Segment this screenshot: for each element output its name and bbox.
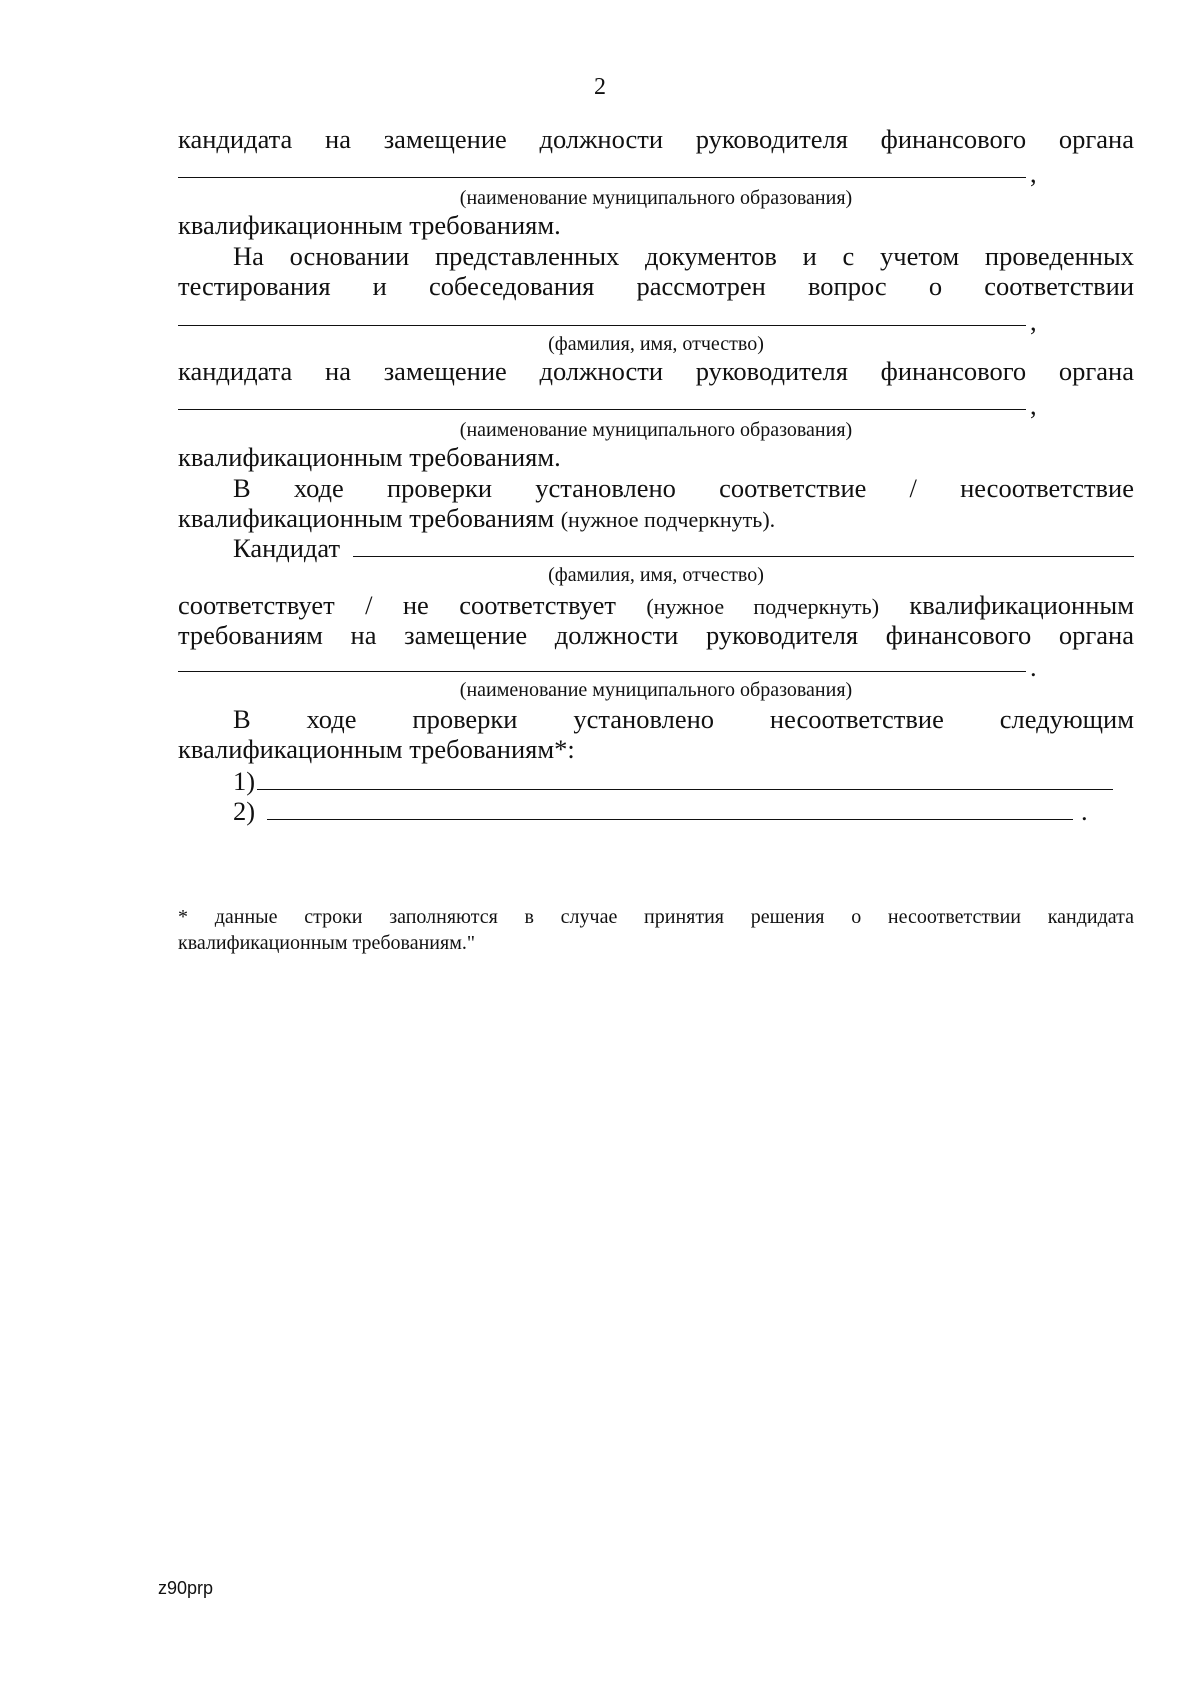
municipality-blank-1 [178,158,1048,188]
text-line: требованиям на замещение должности руководителя финансового органа [178,620,1134,650]
candidate-label: Кандидат [233,533,341,563]
footnote-line: * данные строки заполняются в случае принятия решения о несоответствии кандидата [178,906,1134,928]
text-line: В ходе проверки установлено соответствие / несоответствие [233,473,1134,503]
text-line: На основании представленных документов и с учетом проведенных [233,241,1134,271]
text-line: кандидата на замещение должности руководителя финансового органа [178,124,1134,154]
text-line: тестирования и собеседования рассмотрен вопрос о соответствии [178,271,1134,301]
punctuation: , [1030,158,1037,188]
requirement-item-2 [233,796,1113,826]
requirement-item-1 [233,766,1113,796]
punctuation: , [1030,390,1037,420]
item-number: 1) [233,766,256,796]
text-line: кандидата на замещение должности руководителя финансового органа [178,356,1134,386]
footnote [178,904,1134,956]
text-line: квалификационным требованиям (нужное подчеркнуть). [178,503,776,533]
requirement-blank-2 [267,819,1073,820]
candidate-blank [353,556,1134,557]
punctuation: , [1030,306,1037,336]
text-line: соответствует / не соответствует (нужное подчеркнуть) квалификационным [178,590,1134,620]
text-line: квалификационным требованиям. [178,442,561,472]
punctuation: . [1030,652,1037,682]
text-line: В ходе проверки установлено несоответствие следующим [233,704,1134,734]
page-number: 2 [594,74,606,100]
requirement-blank-1 [257,789,1113,790]
text-line: квалификационным требованиям. [178,210,561,240]
punctuation: . [1081,796,1088,826]
field-caption: (наименование муниципального образования) [459,679,853,701]
footnote-line: квалификационным требованиям." [178,932,476,954]
document-code: z90prp [158,1578,214,1598]
item-number: 2) [233,796,256,826]
field-caption: (наименование муниципального образования) [459,187,853,209]
text-line: квалификационным требованиям*: [178,734,575,764]
field-caption: (фамилия, имя, отчество) [548,333,764,355]
candidate-line [233,533,1134,563]
field-caption: (наименование муниципального образования) [459,419,853,441]
field-caption: (фамилия, имя, отчество) [548,564,764,586]
municipality-blank-2 [178,390,1048,420]
